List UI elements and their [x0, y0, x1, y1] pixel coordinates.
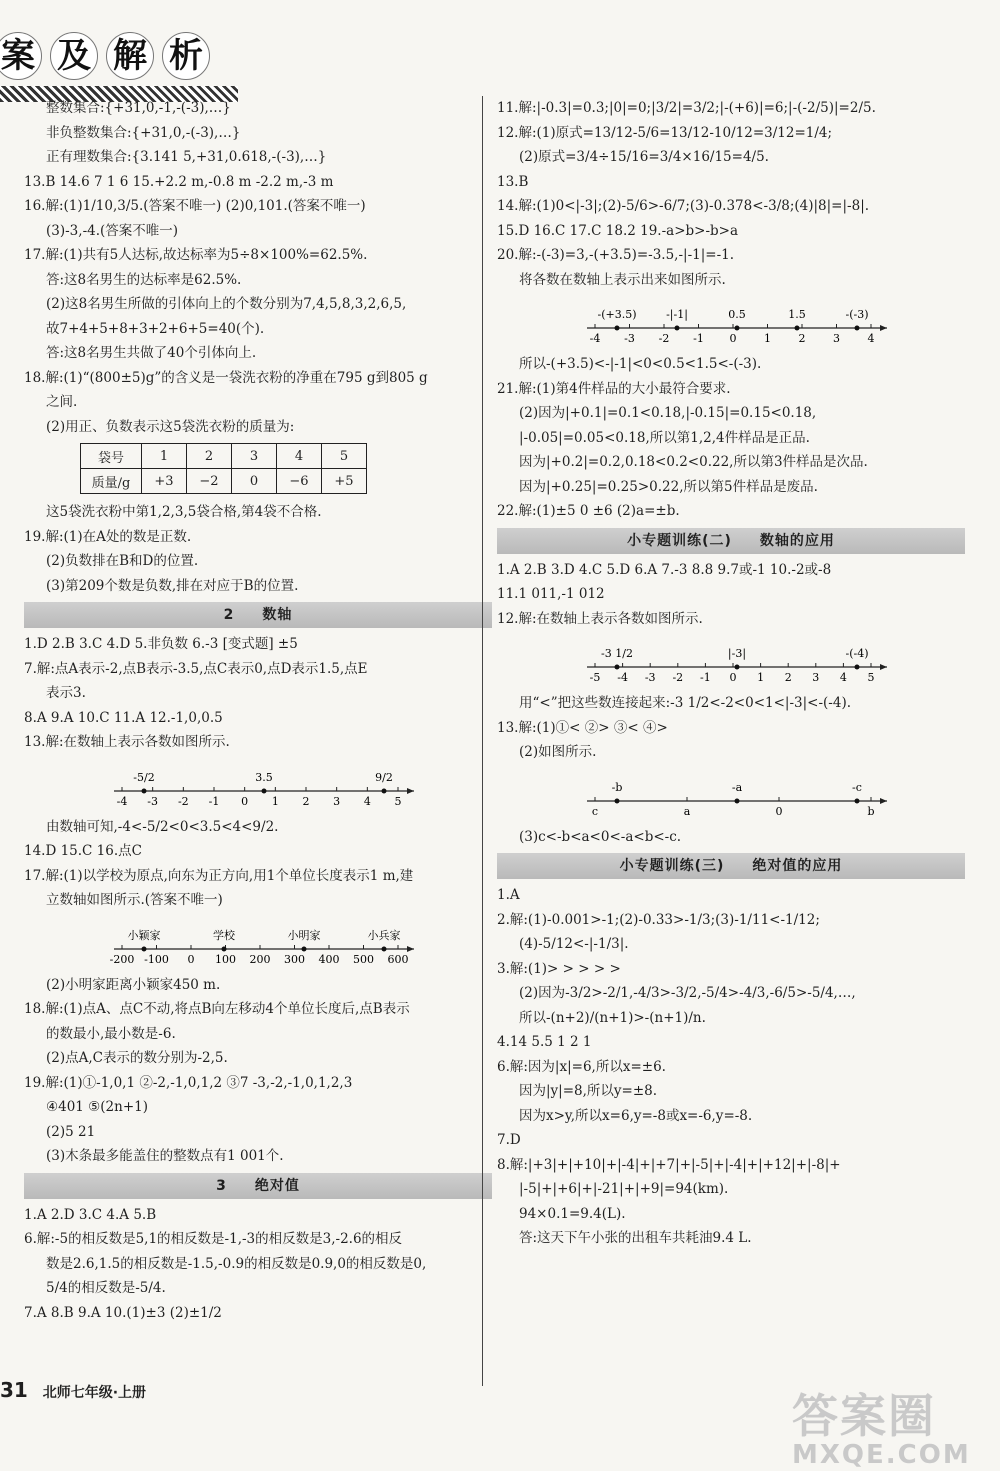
- tick-label: 3: [833, 332, 840, 345]
- section-heading: [24, 602, 492, 628]
- tick-label: -4: [116, 794, 128, 808]
- answer-line: 17.解:(1)共有5人达标,故达标率为5÷8×100%=62.5%.: [24, 247, 368, 263]
- point-label: -a: [731, 780, 743, 794]
- table-cell: 质量/g: [81, 469, 142, 494]
- answer-line: 12.解:在数轴上表示各数如图所示.: [497, 610, 703, 627]
- number-line: [104, 757, 424, 811]
- answer-line: (4)-5/12<-|-1/3|.: [519, 936, 629, 952]
- answer-line: 4.14 5.5 1 2 1: [497, 1034, 592, 1050]
- answer-line: 16.解:(1)1/10,3/5.(答案不唯一) (2)0,101.(答案不唯一): [24, 198, 366, 214]
- tick-label: 100: [215, 952, 236, 966]
- axis-arrow: [407, 946, 414, 952]
- answer-line: 的数最小,最小数是-6.: [46, 1025, 176, 1042]
- answer-line: 13.B: [497, 173, 529, 190]
- watermark-url: MXQE.COM: [792, 1440, 971, 1470]
- answer-line: (2)这8名男生所做的引体向上的个数分别为7,4,5,8,3,2,6,5,: [46, 296, 407, 312]
- answer-line: |-5|+|+6|+|-21|+|+9|=94(km).: [519, 1181, 729, 1197]
- answer-line: 答:这8名男生的达标率是62.5%.: [46, 271, 242, 288]
- point-mark: [222, 946, 227, 951]
- point-label: -|-1|: [666, 308, 688, 321]
- tick-label: -2: [658, 332, 670, 345]
- answer-line: 18.解:(1)“(800±5)g”的含义是一袋洗衣粉的净重在795 g到805 g: [24, 369, 428, 386]
- answer-line: 因为|+0.25|=0.25>0.22,所以第5件样品是废品.: [519, 478, 818, 495]
- table-cell: 4: [277, 444, 322, 469]
- answer-line: 立数轴如图所示.(答案不唯一): [46, 892, 223, 908]
- tick-label: 0: [187, 952, 195, 966]
- answer-line: 所以-(n+2)/(n+1)>-(n+1)/n.: [519, 1009, 706, 1026]
- number-line: [577, 633, 897, 687]
- right-column: [497, 96, 965, 1251]
- answer-line: 这5袋洗衣粉中第1,2,3,5袋合格,第4袋不合格.: [46, 504, 322, 520]
- answer-line: (3)木条最多能盖住的整数点有1 001个.: [46, 1148, 284, 1164]
- tick-label: 0: [241, 794, 249, 808]
- table-cell: 0: [232, 469, 277, 494]
- table-cell: −2: [187, 469, 232, 494]
- point-label: 3.5: [255, 770, 273, 784]
- answer-line: 7.A 8.B 9.A 10.(1)±3 (2)±1/2: [24, 1304, 222, 1321]
- section-number: 2: [223, 607, 235, 623]
- tick-label: -100: [144, 952, 169, 966]
- title-char: 案: [0, 32, 42, 80]
- number-line: [104, 915, 424, 969]
- tick-label: 4: [867, 332, 875, 345]
- answer-line: 13.解:在数轴上表示各数如图所示.: [24, 734, 230, 750]
- tick-label: 2: [798, 332, 806, 345]
- table-cell: 5: [322, 444, 367, 469]
- answer-line: 18.解:(1)点A、点C不动,将点B向左移动4个单位长度后,点B表示: [24, 1001, 410, 1017]
- answer-line: 用“<”把这些数连接起来:-3 1/2<-2<0<1<|-3|<-(-4).: [519, 695, 852, 711]
- axis-arrow: [880, 798, 887, 804]
- point-label: 学校: [213, 928, 235, 942]
- section-title: 数轴: [262, 607, 293, 623]
- answer-line: |-0.05|=0.05<0.18,所以第1,2,4件样品是正品.: [519, 429, 810, 446]
- point-mark: [675, 326, 680, 331]
- answer-line: 因为|y|=8,所以y=±8.: [519, 1083, 658, 1099]
- answer-line: 1.A 2.B 3.D 4.C 5.D 6.A 7.-3 8.8 9.7或-1 10.-2或-8: [497, 561, 832, 578]
- tick-label: -1: [208, 794, 220, 808]
- point-mark: [735, 326, 740, 331]
- answer-line: 22.解:(1)±5 0 ±6 (2)a=±b.: [497, 503, 680, 519]
- answer-line: 14.D 15.C 16.点C: [24, 843, 142, 859]
- answer-line: 94×0.1=9.4(L).: [519, 1205, 626, 1222]
- answer-line: 之间.: [46, 394, 78, 410]
- tick-label: -5: [589, 671, 601, 684]
- point-mark: [795, 326, 800, 331]
- tick-label: 1: [757, 671, 765, 684]
- point-label: -3 1/2: [601, 647, 633, 660]
- tick-label: -200: [109, 952, 135, 966]
- tick-label: 400: [318, 952, 340, 966]
- left-column: [24, 96, 492, 1325]
- answer-line: 1.A: [497, 887, 520, 903]
- point-label: -(-4): [845, 647, 869, 660]
- point-label: 9/2: [375, 770, 393, 784]
- tick-label: 4: [363, 794, 371, 808]
- answer-line: 因为x>y,所以x=6,y=-8或x=-6,y=-8.: [519, 1107, 753, 1124]
- page-footer: [0, 1378, 146, 1402]
- answer-line: (2)负数排在B和D的位置.: [46, 553, 199, 569]
- point-mark: [735, 798, 740, 803]
- axis-arrow: [880, 325, 887, 331]
- answer-line: 答:这8名男生共做了40个引体向上.: [46, 345, 257, 361]
- section-heading: [497, 528, 965, 554]
- tick-label: 200: [249, 952, 271, 966]
- tick-label: 0: [729, 671, 737, 684]
- tick-label: 2: [784, 671, 792, 684]
- tick-label: -1: [693, 332, 704, 345]
- table-cell: +5: [322, 469, 367, 494]
- answer-line: (2)点A,C表示的数分别为-2,5.: [46, 1050, 228, 1066]
- table-cell: 2: [187, 444, 232, 469]
- table-cell: +3: [142, 469, 187, 494]
- answer-line: 20.解:-(-3)=3,-(+3.5)=-3.5,-|-1|=-1.: [497, 247, 735, 263]
- point-mark: [382, 788, 387, 793]
- table-row: [81, 444, 367, 469]
- answer-line: 13.解:(1)①< ②> ③< ④>: [497, 719, 668, 736]
- point-mark: [142, 946, 147, 951]
- tick-label: -4: [589, 332, 601, 345]
- point-label: 小明家: [287, 928, 321, 942]
- tick-label: 1: [764, 332, 771, 345]
- title-char: 析: [162, 32, 210, 80]
- answer-line: 11.解:|-0.3|=0.3;|0|=0;|3/2|=3/2;|-(+6)|=6;|-(-2/5)|=2/5.: [497, 100, 876, 116]
- point-label: |-3|: [727, 647, 747, 660]
- answer-line: (2)5 21: [46, 1123, 96, 1140]
- tick-label: 600: [387, 952, 409, 966]
- answer-line: (3)-3,-4.(答案不唯一): [46, 222, 179, 239]
- point-label: 小颖家: [127, 928, 161, 942]
- tick-label: 5: [394, 794, 402, 808]
- title-char: 解: [106, 32, 154, 80]
- answer-line: 将各数在数轴上表示出来如图所示.: [519, 271, 726, 288]
- tick-label: -1: [700, 671, 711, 684]
- answer-line: 表示3.: [46, 685, 86, 701]
- answer-line: (2)用正、负数表示这5袋洗衣粉的质量为:: [46, 418, 295, 435]
- point-label: 0.5: [728, 308, 746, 321]
- section-heading: [497, 853, 965, 879]
- answer-line: (2)因为|+0.1|=0.1<0.18,|-0.15|=0.15<0.18,: [519, 405, 817, 421]
- answer-line: 故7+4+5+8+3+2+6+5=40(个).: [46, 320, 265, 337]
- answer-line: 1.D 2.B 3.C 4.D 5.非负数 6.-3 [变式题] ±5: [24, 636, 298, 652]
- axis-arrow: [880, 664, 887, 670]
- tick-label: c: [591, 804, 599, 818]
- table-cell: 袋号: [81, 444, 142, 469]
- answer-line: 11.1 011,-1 012: [497, 586, 605, 602]
- answer-line: 17.解:(1)以学校为原点,向东为正方向,用1个单位长度表示1 m,建: [24, 867, 414, 884]
- answer-line: (2)小明家距离小颖家450 m.: [46, 976, 221, 993]
- point-label: 小兵家: [367, 928, 401, 942]
- table-row: [81, 469, 367, 494]
- section-title: 数轴的应用: [759, 532, 835, 549]
- page-number: 31: [0, 1378, 28, 1402]
- tick-label: 3: [333, 794, 341, 808]
- watermark: [792, 1380, 971, 1470]
- section-heading: [24, 1173, 492, 1199]
- number-line: [577, 294, 897, 348]
- point-label: -b: [611, 780, 623, 794]
- tick-label: 1: [271, 794, 279, 808]
- title-char: 及: [50, 32, 98, 80]
- section-number: 小专题训练(三): [619, 858, 725, 874]
- answer-line: (3)第209个数是负数,排在对应于B的位置.: [46, 577, 299, 594]
- answer-line: (2)原式=3/4÷15/16=3/4×16/15=4/5.: [519, 149, 769, 165]
- column-divider: [482, 96, 483, 1386]
- answer-line: 5/4的相反数是-5/4.: [46, 1280, 166, 1296]
- table-cell: 3: [232, 444, 277, 469]
- answer-line: (2)因为-3/2>-2/1,-4/3>-3/2,-5/4>-4/3,-6/5>-5/4,…,: [519, 985, 856, 1001]
- point-mark: [855, 665, 860, 670]
- answer-line: 因为|+0.2|=0.2,0.18<0.2<0.22,所以第3件样品是次品.: [519, 454, 868, 470]
- section-title: 绝对值: [254, 1177, 300, 1194]
- section-title: 绝对值的应用: [752, 858, 843, 874]
- point-label: 1.5: [788, 308, 806, 321]
- tick-label: 500: [353, 952, 374, 966]
- answer-line: 整数集合:{+31,0,-1,-(-3),…}: [46, 100, 231, 116]
- answer-line: 正有理数集合:{3.141 5,+31,0.618,-(-3),…}: [46, 149, 327, 165]
- point-mark: [855, 798, 860, 803]
- tick-label: 2: [302, 794, 310, 808]
- tick-label: -4: [617, 671, 628, 684]
- answer-line: 6.解:因为|x|=6,所以x=±6.: [497, 1058, 666, 1075]
- answer-line: 7.解:点A表示-2,点B表示-3.5,点C表示0,点D表示1.5,点E: [24, 660, 368, 677]
- point-mark: [615, 326, 620, 331]
- tick-label: 0: [729, 332, 737, 345]
- tick-label: -3: [624, 332, 635, 345]
- answer-line: 15.D 16.C 17.C 18.2 19.-a>b>-b>a: [497, 222, 739, 239]
- answer-line: 数是2.6,1.5的相反数是-1.5,-0.9的相反数是0.9,0的相反数是0,: [46, 1255, 427, 1272]
- tick-label: -3: [644, 671, 656, 684]
- answer-line: ④401 ⑤(2n+1): [46, 1099, 148, 1115]
- answer-line: 3.解:(1)> > > > >: [497, 960, 621, 977]
- answer-line: 1.A 2.D 3.C 4.A 5.B: [24, 1206, 157, 1223]
- answer-line: 6.解:-5的相反数是5,1的相反数是-1,-3的相反数是3,-2.6的相反: [24, 1231, 403, 1247]
- tick-label: 4: [839, 671, 847, 684]
- tick-label: 300: [284, 952, 305, 966]
- answer-line: 所以-(+3.5)<-|-1|<0<0.5<1.5<-(-3).: [519, 356, 762, 372]
- point-label: -(+3.5): [597, 308, 637, 321]
- point-mark: [302, 946, 307, 951]
- answer-line: (3)c<-b<a<0<-a<b<-c.: [519, 828, 682, 845]
- section-number: 小专题训练(二): [627, 532, 732, 549]
- answer-line: (2)如图所示.: [519, 744, 597, 760]
- answer-line: 7.D: [497, 1132, 521, 1148]
- point-mark: [735, 665, 740, 670]
- tick-label: -2: [177, 794, 189, 808]
- answer-line: 由数轴可知,-4<-5/2<0<3.5<4<9/2.: [46, 818, 279, 835]
- point-mark: [262, 788, 267, 793]
- section-title: [0, 26, 240, 82]
- point-label: -5/2: [133, 770, 155, 784]
- tick-label: -3: [147, 794, 159, 808]
- point-mark: [615, 665, 620, 670]
- tick-label: b: [867, 804, 875, 818]
- tick-label: 3: [812, 671, 820, 684]
- tick-label: a: [683, 804, 691, 818]
- answer-line: 14.解:(1)0<|-3|;(2)-5/6>-6/7;(3)-0.378<-3/8;(4)|8|=|-8|.: [497, 198, 870, 214]
- number-line: [577, 767, 897, 821]
- point-label: -(-3): [845, 308, 869, 321]
- book-title: 北师七年级·上册: [42, 1385, 147, 1401]
- answer-line: 非负整数集合:{+31,0,-(-3),…}: [46, 124, 241, 141]
- answer-line: 8.A 9.A 10.C 11.A 12.-1,0,0.5: [24, 709, 223, 726]
- axis-arrow: [407, 788, 414, 794]
- answer-line: 13.B 14.6 7 1 6 15.+2.2 m,-0.8 m -2.2 m,-3 m: [24, 173, 334, 190]
- bag-mass-table: [80, 443, 367, 494]
- answer-line: 19.解:(1)①-1,0,1 ②-2,-1,0,1,2 ③7 -3,-2,-1,0,1,2,3: [24, 1074, 353, 1091]
- page-header: [0, 0, 1000, 92]
- answer-line: 21.解:(1)第4件样品的大小最符合要求.: [497, 380, 731, 397]
- answer-line: 12.解:(1)原式=13/12-5/6=13/12-10/12=3/12=1/4;: [497, 124, 833, 141]
- answer-line: 19.解:(1)在A处的数是正数.: [24, 528, 192, 545]
- point-label: -c: [852, 780, 862, 794]
- section-number: 3: [216, 1177, 227, 1194]
- answer-line: 2.解:(1)-0.001>-1;(2)-0.33>-1/3;(3)-1/11<-1/12;: [497, 911, 820, 928]
- tick-label: 5: [867, 671, 875, 684]
- point-mark: [855, 326, 860, 331]
- point-mark: [142, 788, 147, 793]
- watermark-logo: 答案圈: [792, 1389, 936, 1443]
- point-mark: [615, 798, 620, 803]
- tick-label: 0: [775, 804, 783, 818]
- answer-line: 8.解:|+3|+|+10|+|-4|+|+7|+|-5|+|-4|+|+12|+|-8|+: [497, 1156, 841, 1173]
- tick-label: -2: [672, 671, 684, 684]
- answer-line: 答:这天下午小张的出租车共耗油9.4 L.: [519, 1230, 752, 1246]
- table-cell: 1: [142, 444, 187, 469]
- point-mark: [382, 946, 387, 951]
- table-cell: −6: [277, 469, 322, 494]
